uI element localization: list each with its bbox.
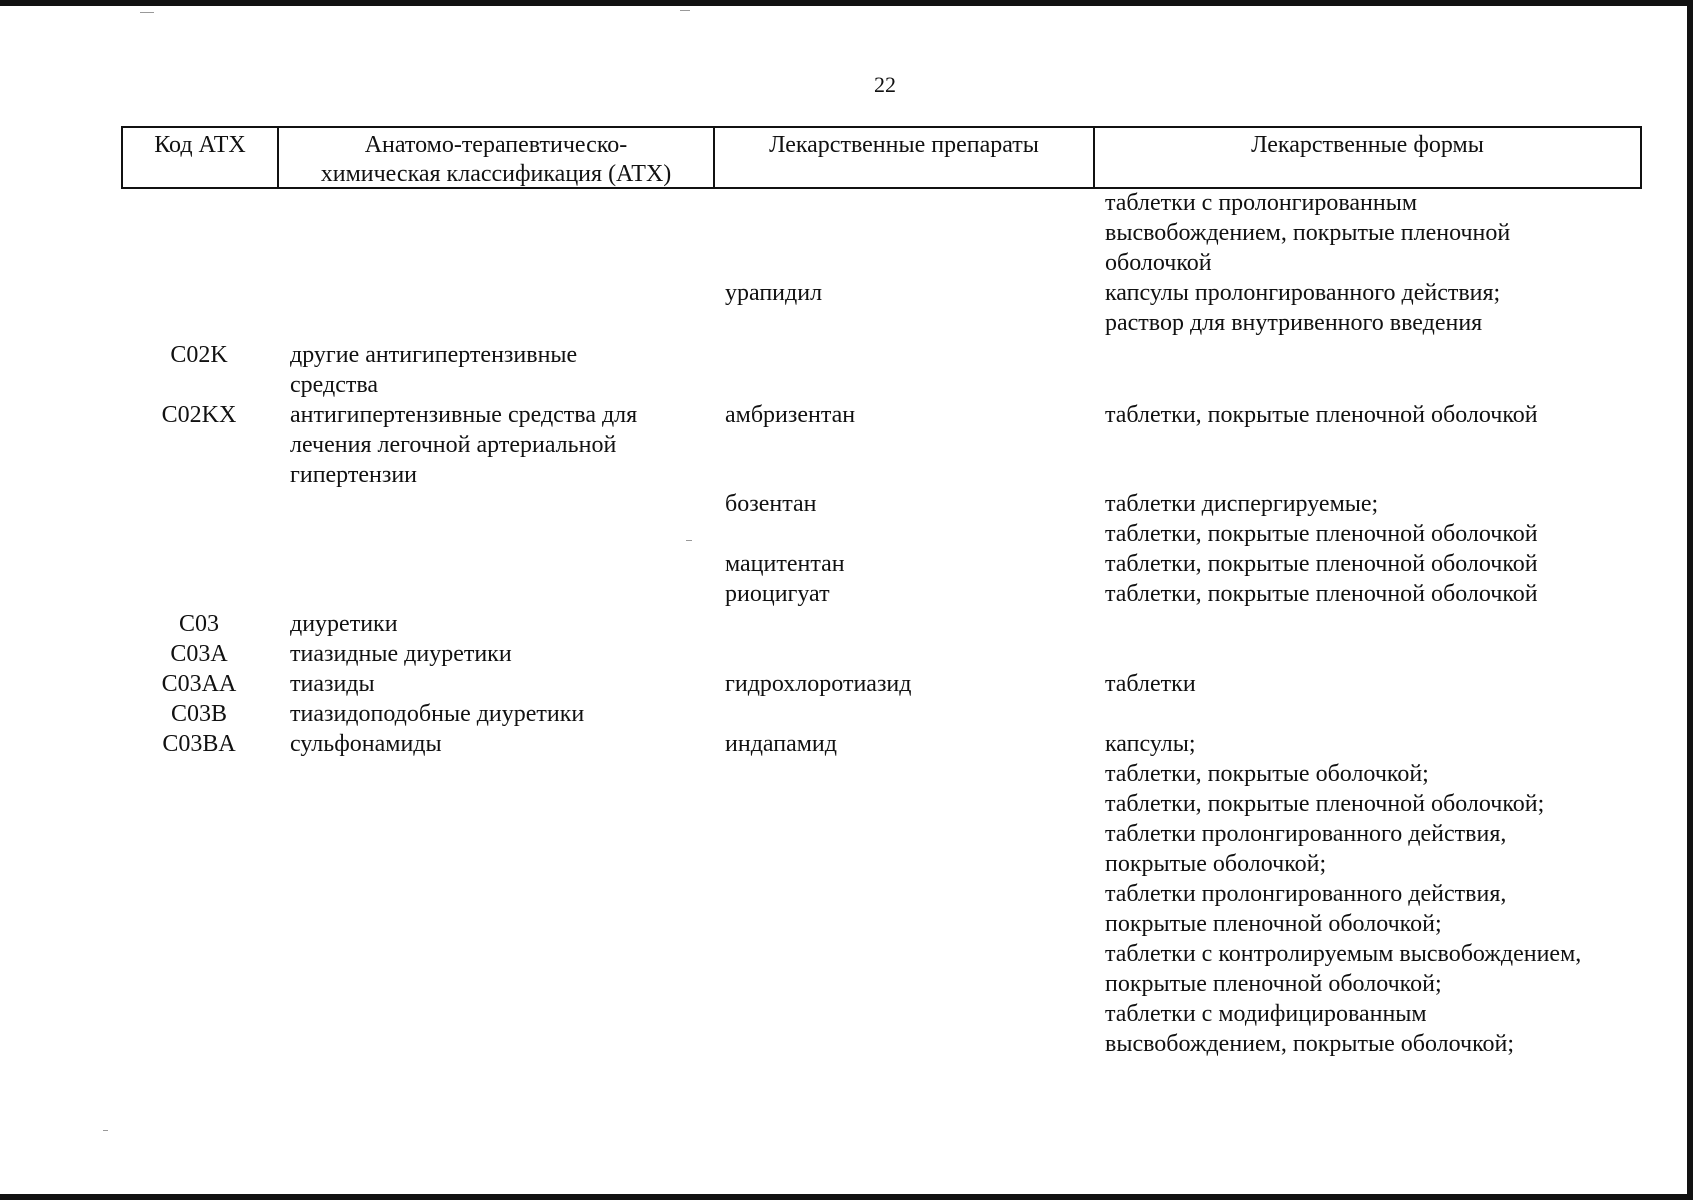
- scan-speck: [686, 540, 692, 541]
- atc-name-line: средства: [290, 372, 379, 398]
- atc-name: тиазидоподобные диуретики: [290, 701, 585, 727]
- form-line: высвобождением, покрытые пленочной: [1105, 220, 1511, 246]
- atc-name: [290, 340, 710, 400]
- drug-cell: амбризентан: [725, 402, 856, 428]
- forms-cell: [1105, 579, 1645, 609]
- scan-speck: [140, 12, 154, 13]
- form-line: покрытые оболочкой;: [1105, 851, 1327, 877]
- form-line: покрытые пленочной оболочкой;: [1105, 911, 1442, 937]
- scan-speck: [680, 10, 690, 11]
- header-forms-label: Лекарственные формы: [1251, 132, 1484, 158]
- atc-name: диуретики: [290, 611, 398, 637]
- atc-code: C03A: [170, 641, 228, 667]
- header-atc: [279, 128, 715, 187]
- form-line: раствор для внутривенного введения: [1105, 310, 1483, 336]
- forms-cell: [1105, 400, 1645, 430]
- form-line: таблетки, покрытые пленочной оболочкой: [1105, 551, 1538, 577]
- form-line: таблетки, покрытые оболочкой;: [1105, 761, 1429, 787]
- scan-speck: [103, 1130, 108, 1131]
- form-line: таблетки с пролонгированным: [1105, 190, 1418, 216]
- form-line: таблетки, покрытые пленочной оболочкой: [1105, 402, 1538, 428]
- form-line: таблетки пролонгированного действия,: [1105, 881, 1507, 907]
- form-line: покрытые пленочной оболочкой;: [1105, 971, 1442, 997]
- form-line: капсулы;: [1105, 731, 1196, 757]
- form-line: таблетки диспергируемые;: [1105, 491, 1379, 517]
- drug-cell: урапидил: [725, 280, 823, 306]
- header-drugs: [715, 128, 1095, 187]
- forms-cell: [1105, 278, 1645, 338]
- header-code-label: Код АТХ: [154, 132, 246, 158]
- atc-name: тиазидные диуретики: [290, 641, 512, 667]
- form-line: таблетки с контролируемым высвобождением,: [1105, 941, 1582, 967]
- atc-name-line: гипертензии: [290, 462, 418, 488]
- forms-cell: таблетки: [1105, 671, 1196, 697]
- header-code: [123, 128, 279, 187]
- atc-name: [290, 400, 710, 490]
- page-number: 22: [874, 72, 896, 97]
- drug-cell: бозентан: [725, 491, 817, 517]
- form-line: таблетки, покрытые пленочной оболочкой;: [1105, 791, 1545, 817]
- atc-name: тиазиды: [290, 671, 375, 697]
- atc-code: C02K: [170, 342, 228, 368]
- header-forms: [1095, 128, 1640, 187]
- atc-code: C02KX: [161, 402, 237, 428]
- atc-name-line: антигипертензивные средства для: [290, 402, 638, 428]
- form-line: таблетки, покрытые пленочной оболочкой: [1105, 581, 1538, 607]
- atc-code: C03AA: [161, 671, 237, 697]
- forms-cell: [1105, 188, 1645, 278]
- atc-name: сульфонамиды: [290, 731, 442, 757]
- drug-cell: мацитентан: [725, 551, 845, 577]
- form-line: таблетки, покрытые пленочной оболочкой: [1105, 521, 1538, 547]
- atc-code: C03B: [170, 701, 227, 727]
- table-header: [121, 126, 1642, 189]
- form-line: оболочкой: [1105, 250, 1212, 276]
- forms-cell: [1105, 489, 1645, 549]
- form-line: таблетки пролонгированного действия,: [1105, 821, 1507, 847]
- drug-cell: гидрохлоротиазид: [725, 671, 912, 697]
- drug-cell: риоцигуат: [725, 581, 830, 607]
- header-atc-label-line2: химическая классификация (АТХ): [320, 161, 672, 187]
- drug-cell: индапамид: [725, 731, 837, 757]
- forms-cell: [1105, 549, 1645, 579]
- forms-cell: [1105, 729, 1645, 1059]
- form-line: капсулы пролонгированного действия;: [1105, 280, 1501, 306]
- header-atc-label-line1: Анатомо-терапевтическо-: [364, 132, 628, 158]
- atc-name-line: лечения легочной артериальной: [290, 432, 617, 458]
- atc-code: C03: [178, 611, 219, 637]
- form-line: таблетки с модифицированным: [1105, 1001, 1427, 1027]
- atc-name-line: другие антигипертензивные: [290, 342, 578, 368]
- form-line: высвобождением, покрытые оболочкой;: [1105, 1031, 1515, 1057]
- header-drugs-label: Лекарственные препараты: [769, 132, 1039, 158]
- atc-code: C03BA: [162, 731, 236, 757]
